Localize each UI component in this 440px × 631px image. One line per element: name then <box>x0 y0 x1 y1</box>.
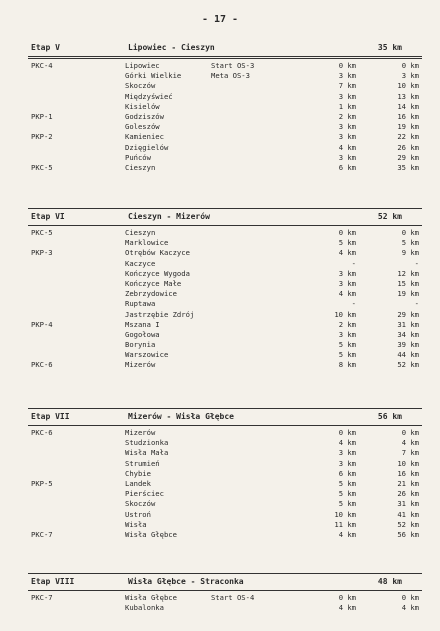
place-name: Międzyświeć <box>125 91 173 101</box>
cumulative-distance: 16 km <box>397 468 419 478</box>
cumulative-distance: 31 km <box>397 499 419 509</box>
segment-distance: 0 km <box>338 228 356 237</box>
route-row <box>28 259 422 269</box>
segment-distance: - <box>351 299 356 309</box>
route-row <box>28 248 422 258</box>
cumulative-distance: 12 km <box>397 268 419 278</box>
place-name: Górki Wielkie <box>125 71 182 81</box>
route-row <box>28 350 422 360</box>
segment-distance: 6 km <box>338 468 356 478</box>
place-name: Kończyce Małe <box>125 278 182 288</box>
route-row <box>28 330 422 340</box>
cumulative-distance: - <box>414 299 419 309</box>
segment-distance: 5 km <box>338 238 356 248</box>
segment-distance: 0 km <box>338 593 356 602</box>
route-row <box>28 71 422 81</box>
place-name: Wisła Głębce <box>125 593 177 602</box>
section-rule <box>28 408 422 409</box>
place-name: Mizerów <box>125 428 156 437</box>
checkpoint-code: PKP-3 <box>31 248 53 258</box>
stage-note: Meta OS-3 <box>211 71 250 81</box>
route-row <box>28 122 422 132</box>
stage-note: Start OS-3 <box>211 61 255 70</box>
segment-distance: 2 km <box>338 111 356 121</box>
stage-name: Etap VI <box>31 212 65 221</box>
place-name: Studzionka <box>125 438 169 448</box>
place-name: Wisła Mała <box>125 448 169 458</box>
checkpoint-code: PKP-1 <box>31 111 53 121</box>
place-name: Pierściec <box>125 489 164 499</box>
stage-section <box>28 208 422 371</box>
cumulative-distance: 26 km <box>397 142 419 152</box>
stage-route: Wisła Głębce - Straconka <box>128 577 244 586</box>
place-name: Marklowice <box>125 238 169 248</box>
segment-distance: 4 km <box>338 142 356 152</box>
cumulative-distance: 9 km <box>401 248 419 258</box>
place-name: Zebrzydowice <box>125 289 177 299</box>
segment-distance: 3 km <box>338 448 356 458</box>
cumulative-distance: 22 km <box>397 132 419 142</box>
stage-rows <box>28 593 422 613</box>
cumulative-distance: 0 km <box>401 228 419 237</box>
route-row <box>28 61 422 71</box>
checkpoint-code: PKC-6 <box>31 428 53 437</box>
cumulative-distance: 52 km <box>397 360 419 370</box>
segment-distance: 3 km <box>338 458 356 468</box>
place-name: Kamieniec <box>125 132 164 142</box>
route-row <box>28 510 422 520</box>
segment-distance: 7 km <box>338 81 356 91</box>
place-name: Otrębów Kaczyce <box>125 248 190 258</box>
stage-distance: 52 km <box>377 212 402 221</box>
route-row <box>28 499 422 509</box>
place-name: Ruptawa <box>125 299 156 309</box>
route-row <box>28 153 422 163</box>
cumulative-distance: 0 km <box>401 593 419 602</box>
segment-distance: 3 km <box>338 268 356 278</box>
cumulative-distance: 10 km <box>397 81 419 91</box>
cumulative-distance: 39 km <box>397 340 419 350</box>
cumulative-distance: 4 km <box>401 438 419 448</box>
checkpoint-code: PKC-7 <box>31 593 53 602</box>
segment-distance: 5 km <box>338 340 356 350</box>
segment-distance: 4 km <box>338 529 356 539</box>
route-row <box>28 81 422 91</box>
cumulative-distance: 19 km <box>397 122 419 132</box>
stage-distance: 56 km <box>377 412 402 421</box>
route-row <box>28 428 422 438</box>
place-name: Godziszów <box>125 111 164 121</box>
place-name: Kisielów <box>125 101 160 111</box>
place-name: Skoczów <box>125 499 156 509</box>
route-row <box>28 448 422 458</box>
checkpoint-code: PKP-4 <box>31 319 53 329</box>
route-row <box>28 299 422 309</box>
route-row <box>28 360 422 370</box>
segment-distance: 11 km <box>334 519 356 529</box>
stage-rows <box>28 428 422 540</box>
stage-route: Mizerów - Wisła Głębce <box>128 412 234 421</box>
stage-header <box>28 43 422 55</box>
segment-distance: 3 km <box>338 122 356 132</box>
stage-route: Cieszyn - Mizerów <box>128 212 210 221</box>
stage-section <box>28 43 422 173</box>
segment-distance: 5 km <box>338 478 356 488</box>
cumulative-distance: - <box>414 258 419 268</box>
route-row <box>28 438 422 448</box>
cumulative-distance: 0 km <box>401 428 419 437</box>
place-name: Gogołowa <box>125 329 160 339</box>
section-rule <box>28 208 422 209</box>
segment-distance: 3 km <box>338 152 356 162</box>
stage-note: Start OS-4 <box>211 593 255 602</box>
segment-distance: 5 km <box>338 350 356 360</box>
segment-distance: 4 km <box>338 248 356 258</box>
checkpoint-code: PKC-6 <box>31 360 53 370</box>
place-name: Chybie <box>125 468 151 478</box>
place-name: Jastrzębie Zdrój <box>125 309 195 319</box>
place-name: Goleszów <box>125 122 160 132</box>
segment-distance: 10 km <box>334 309 356 319</box>
stage-name: Etap VII <box>31 412 70 421</box>
segment-distance: 3 km <box>338 71 356 81</box>
page-number: - 17 - <box>201 14 239 25</box>
cumulative-distance: 7 km <box>401 448 419 458</box>
route-row <box>28 112 422 122</box>
segment-distance: 6 km <box>338 162 356 172</box>
route-row <box>28 269 422 279</box>
segment-distance: 4 km <box>338 438 356 448</box>
place-name: Skoczów <box>125 81 156 91</box>
segment-distance: 3 km <box>338 329 356 339</box>
cumulative-distance: 31 km <box>397 319 419 329</box>
place-name: Wisła Głębce <box>125 529 177 539</box>
route-row <box>28 102 422 112</box>
cumulative-distance: 44 km <box>397 350 419 360</box>
route-row <box>28 279 422 289</box>
route-row <box>28 289 422 299</box>
segment-distance: 3 km <box>338 91 356 101</box>
segment-distance: 2 km <box>338 319 356 329</box>
segment-distance: - <box>351 258 356 268</box>
route-row <box>28 163 422 173</box>
stage-name: Etap V <box>31 43 60 52</box>
place-name: Mszana I <box>125 319 160 329</box>
cumulative-distance: 10 km <box>397 458 419 468</box>
route-row <box>28 530 422 540</box>
stage-section <box>28 573 422 613</box>
route-row <box>28 310 422 320</box>
checkpoint-code: PKC-5 <box>31 228 53 237</box>
stage-rows <box>28 61 422 173</box>
cumulative-distance: 29 km <box>397 152 419 162</box>
segment-distance: 4 km <box>338 603 356 613</box>
route-row <box>28 459 422 469</box>
cumulative-distance: 4 km <box>401 603 419 613</box>
route-row <box>28 132 422 142</box>
cumulative-distance: 13 km <box>397 91 419 101</box>
place-name: Cieszyn <box>125 162 156 172</box>
cumulative-distance: 56 km <box>397 529 419 539</box>
place-name: Wisła <box>125 519 147 529</box>
route-row <box>28 520 422 530</box>
place-name: Borynia <box>125 340 156 350</box>
cumulative-distance: 14 km <box>397 101 419 111</box>
place-name: Strumień <box>125 458 160 468</box>
segment-distance: 5 km <box>338 489 356 499</box>
route-row <box>28 92 422 102</box>
route-row <box>28 238 422 248</box>
place-name: Dzięgielów <box>125 142 169 152</box>
cumulative-distance: 5 km <box>401 238 419 248</box>
route-row <box>28 320 422 330</box>
stage-route: Lipowiec - Cieszyn <box>128 43 215 52</box>
cumulative-distance: 3 km <box>401 71 419 81</box>
cumulative-distance: 35 km <box>397 162 419 172</box>
stage-distance: 35 km <box>377 43 402 52</box>
stage-header <box>28 577 422 589</box>
checkpoint-code: PKC-5 <box>31 162 53 172</box>
route-row <box>28 603 422 613</box>
place-name: Cieszyn <box>125 228 156 237</box>
segment-distance: 10 km <box>334 509 356 519</box>
route-row <box>28 340 422 350</box>
route-row <box>28 479 422 489</box>
header-rule <box>28 425 422 426</box>
stage-rows <box>28 228 422 371</box>
stage-header <box>28 212 422 224</box>
checkpoint-code: PKP-2 <box>31 132 53 142</box>
stage-name: Etap VIII <box>31 577 75 586</box>
segment-distance: 3 km <box>338 132 356 142</box>
header-rule <box>28 56 422 59</box>
cumulative-distance: 21 km <box>397 478 419 488</box>
place-name: Ustroń <box>125 509 151 519</box>
segment-distance: 4 km <box>338 289 356 299</box>
route-row <box>28 143 422 153</box>
header-rule <box>28 225 422 226</box>
segment-distance: 1 km <box>338 101 356 111</box>
stage-distance: 48 km <box>377 577 402 586</box>
cumulative-distance: 29 km <box>397 309 419 319</box>
place-name: Kubalonka <box>125 603 164 613</box>
cumulative-distance: 15 km <box>397 278 419 288</box>
checkpoint-code: PKP-5 <box>31 478 53 488</box>
cumulative-distance: 26 km <box>397 489 419 499</box>
cumulative-distance: 0 km <box>401 61 419 70</box>
segment-distance: 3 km <box>338 278 356 288</box>
segment-distance: 0 km <box>338 61 356 70</box>
segment-distance: 5 km <box>338 499 356 509</box>
checkpoint-code: PKC-4 <box>31 61 53 70</box>
cumulative-distance: 52 km <box>397 519 419 529</box>
section-rule <box>28 573 422 574</box>
place-name: Warszowice <box>125 350 169 360</box>
place-name: Puńców <box>125 152 151 162</box>
checkpoint-code: PKC-7 <box>31 529 53 539</box>
place-name: Kaczyce <box>125 258 156 268</box>
cumulative-distance: 19 km <box>397 289 419 299</box>
route-row <box>28 593 422 603</box>
route-row <box>28 469 422 479</box>
place-name: Lipowiec <box>125 61 160 70</box>
place-name: Kończyce Wygoda <box>125 268 190 278</box>
header-rule <box>28 590 422 591</box>
route-row <box>28 489 422 499</box>
cumulative-distance: 16 km <box>397 111 419 121</box>
segment-distance: 8 km <box>338 360 356 370</box>
segment-distance: 0 km <box>338 428 356 437</box>
stage-header <box>28 412 422 424</box>
cumulative-distance: 34 km <box>397 329 419 339</box>
place-name: Landek <box>125 478 151 488</box>
place-name: Mizerów <box>125 360 156 370</box>
stage-section <box>28 408 422 540</box>
route-row <box>28 228 422 238</box>
cumulative-distance: 41 km <box>397 509 419 519</box>
